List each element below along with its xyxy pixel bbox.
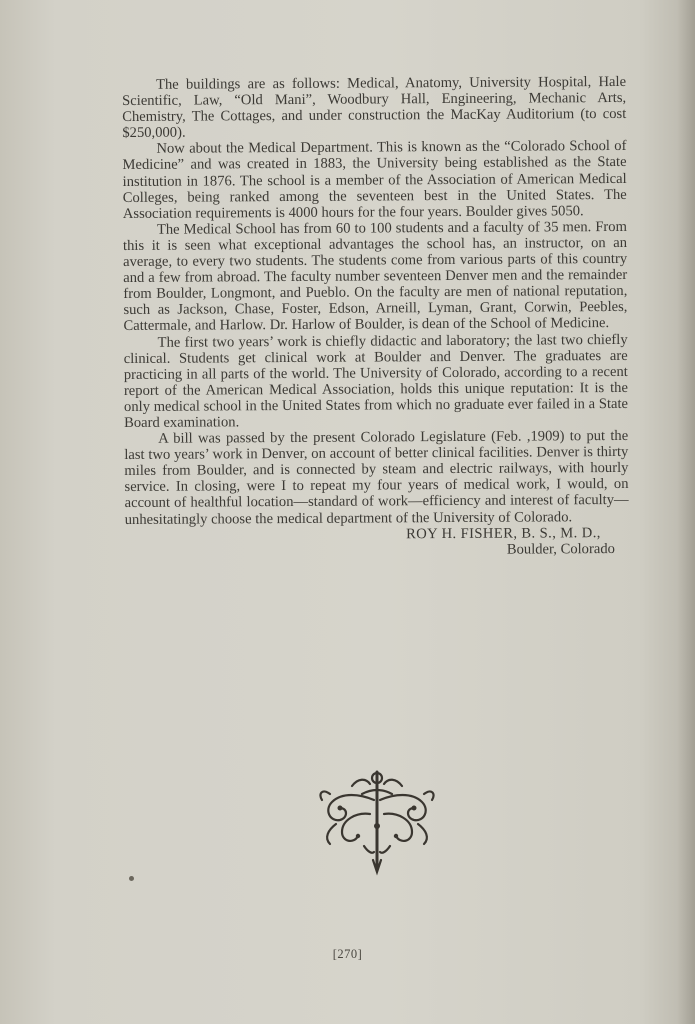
author-signature: ROY H. FISHER, B. S., M. D., xyxy=(406,524,601,542)
page-edge-shadow xyxy=(677,0,695,1024)
ink-speck xyxy=(129,876,134,881)
paragraph-legislature-bill: A bill was passed by the present Colorado Legislature (Feb. ,1909) to put the last two years’ work in Denver, on account of better clinical facilities. Denver is thirty miles from Boulder, and is connected by steam and electric railways, with hourly service. In closing, were I to repeat my four years of medical work, I would, on account of healthful location—standard of work—efficiency and interest of faculty—unhesitatingly choose the medical department of the University of Colorado. xyxy=(124,427,629,528)
paragraph-medical-department: Now about the Medical Department. This is known as the “Colorado School of Medicine” and was created in 1883, the University being established as the State institution in 1876. The school is a member of the Association of American Medical Colleges, being ranked among the seventeen best in the United States. The Association requirements is 4000 hours for the four years. Boulder gives 5050. xyxy=(122,138,627,222)
paragraph-medical-school: The Medical School has from 60 to 100 students and a faculty of 35 men. From this it is seen what exceptional advantages the school has, an instructor, on an average, to every two students. The students come from various parts of this country and a few from abroad. The faculty number seventeen Denver men and the remainder from Boulder, Longmont, and Pueblo. On the faculty are men of national reputation, such as Jackson, Chase, Foster, Edson, Arneill, Lyman, Grant, Corwin, Peebles, Cattermale, and Harlow. Dr. Harlow of Boulder, is dean of the School of Medicine. xyxy=(122,218,628,335)
page-number: [270] xyxy=(332,947,363,961)
paragraph-curriculum: The first two years’ work is chiefly didactic and laboratory; the last two chiefly clinical. Students get clinical work at Boulder and Denver. The graduates are practicing in all parts of the world. The University of Colorado, according to a recent report of the American Medical Association, holds this unique reputation: It is the only medical school in the United States from which no graduate ever failed in a State Board examination. xyxy=(123,331,629,431)
paragraph-buildings: The buildings are as follows: Medical, Anatomy, University Hospital, Hale Scientific, Law, “Old Mani”, Woodbury Hall, Engineering, Mechanic Arts, Chemistry, The Cottages, and under construction the MacKay Auditorium (to cost $250,000). xyxy=(122,73,627,142)
article-body xyxy=(122,74,629,560)
dagger-and-scroll-ornament-icon xyxy=(312,764,442,876)
author-location: Boulder, Colorado xyxy=(506,540,615,558)
